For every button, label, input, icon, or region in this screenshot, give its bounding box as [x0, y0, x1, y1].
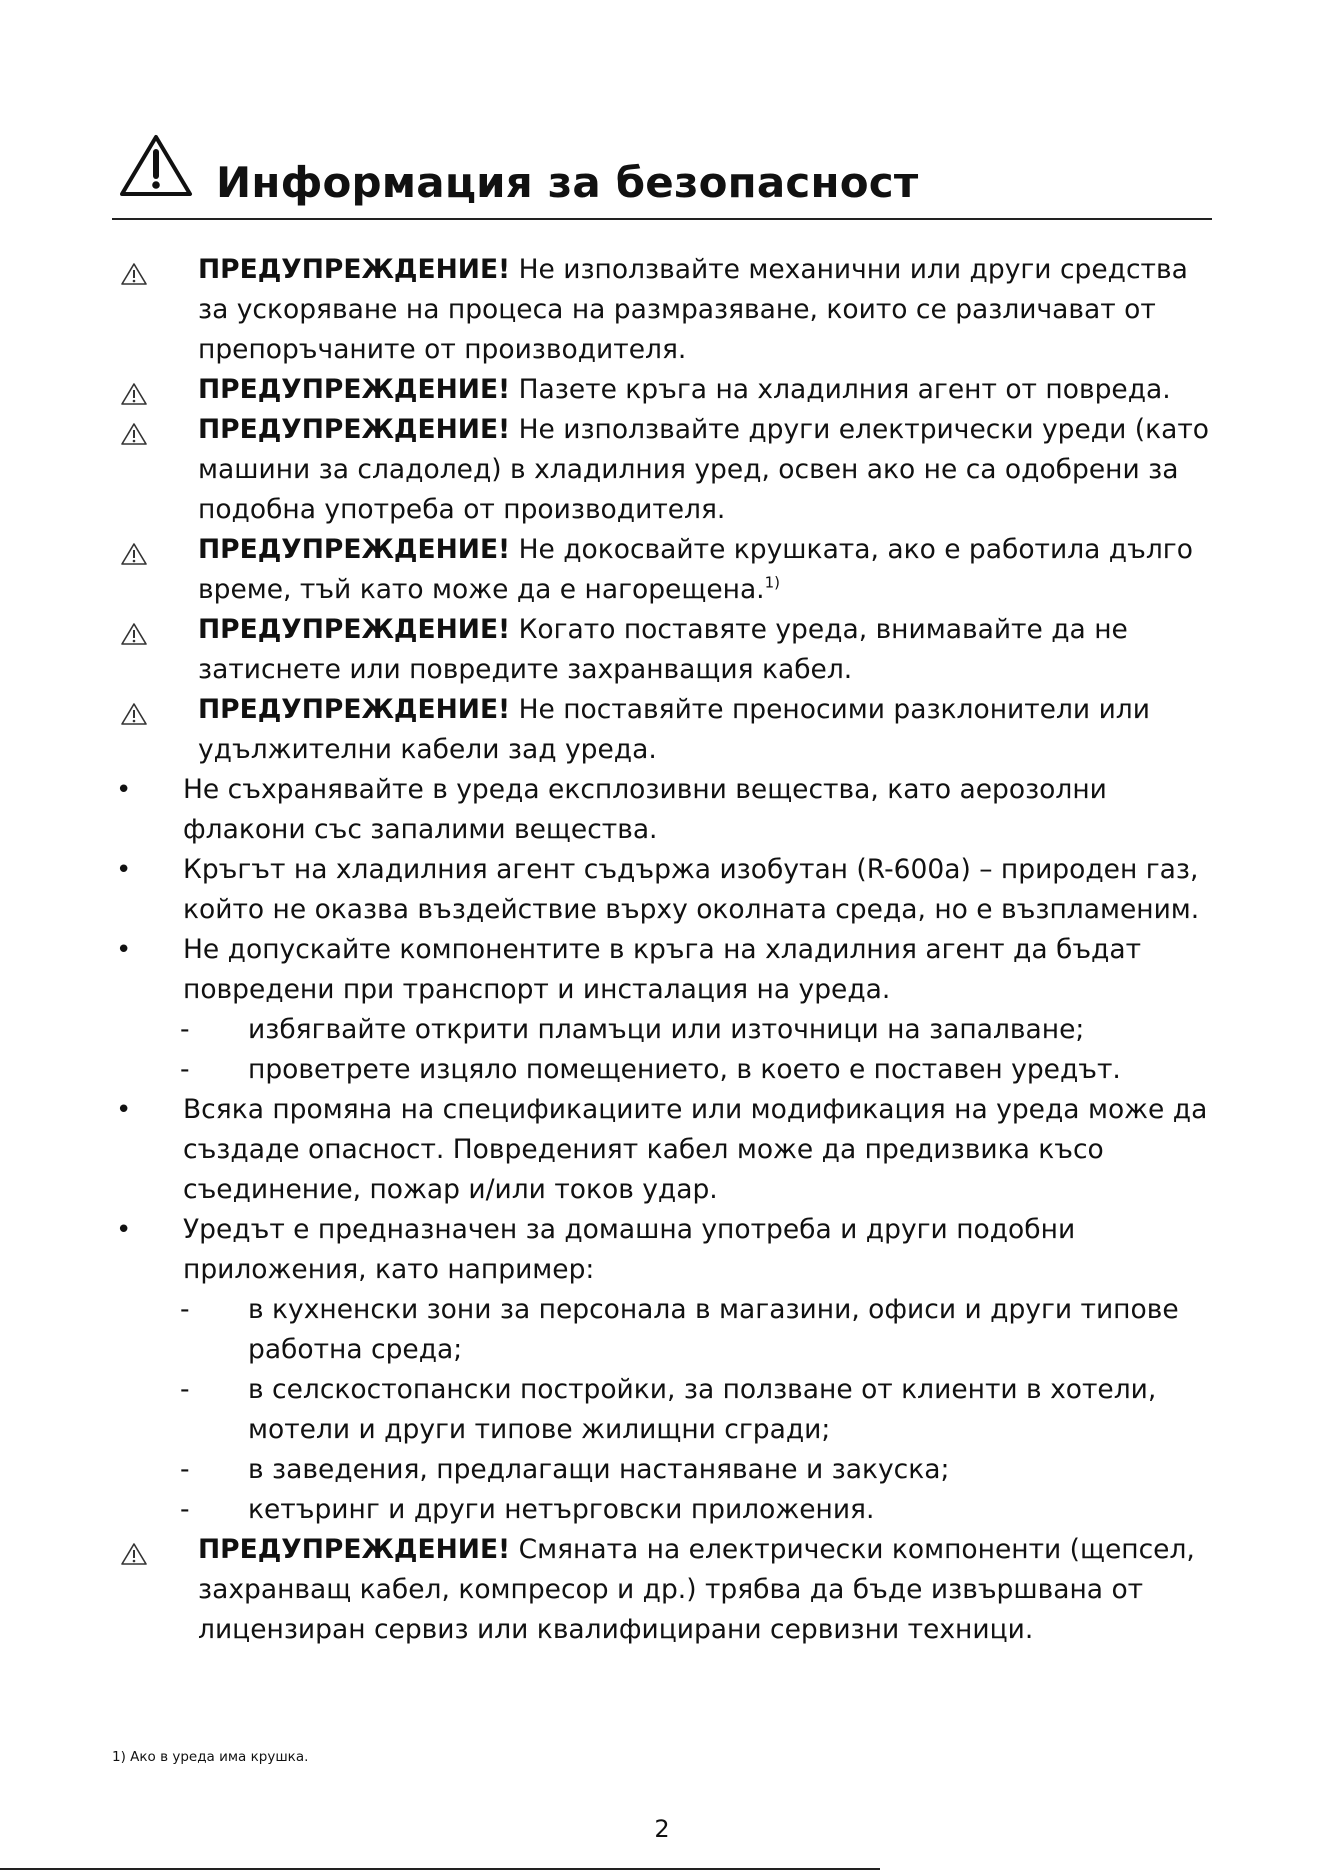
bullet-item — [112, 770, 1212, 850]
item-text: Не поставяйте преносими разклонители или удължителни кабели зад уреда. — [198, 694, 1150, 765]
bullet-item — [112, 850, 1212, 930]
item-text: избягвайте открити пламъци или източници на запалване; — [248, 1014, 1085, 1045]
warning-label: ПРЕДУПРЕЖДЕНИЕ! — [198, 1534, 511, 1565]
item-text: Не използвайте механични или други средства за ускоряване на процеса на размразяване, които се различават от препоръчаните от производителя. — [198, 254, 1188, 365]
sub-item — [112, 1010, 1212, 1050]
item-text: Не докосвайте крушката, ако е работила дълго време, тъй като може да е нагорещена. — [198, 534, 1193, 605]
footnote-ref: 1) — [764, 573, 781, 592]
warning-label: ПРЕДУПРЕЖДЕНИЕ! — [198, 694, 511, 725]
item-text: кетъринг и други нетърговски приложения. — [248, 1494, 875, 1525]
sub-item — [112, 1490, 1212, 1530]
bullet-marker: • — [116, 775, 132, 805]
warning-icon — [120, 1542, 148, 1566]
warning-item — [112, 690, 1212, 770]
bullet-marker: • — [116, 1215, 132, 1245]
warning-label: ПРЕДУПРЕЖДЕНИЕ! — [198, 614, 511, 645]
warning-item — [112, 250, 1212, 370]
item-text: Кръгът на хладилния агент съдържа изобутан (R-600a) – природен газ, който не оказва въздействие върху околната среда, но е възпламеним. — [183, 854, 1200, 925]
warning-label: ПРЕДУПРЕЖДЕНИЕ! — [198, 254, 511, 285]
warning-label: ПРЕДУПРЕЖДЕНИЕ! — [198, 414, 511, 445]
dash-marker: - — [180, 1374, 190, 1405]
item-text: Уредът е предназначен за домашна употреба и други подобни приложения, като например: — [183, 1214, 1076, 1285]
item-text: проветрете изцяло помещението, в което е поставен уредът. — [248, 1054, 1121, 1085]
bullet-marker: • — [116, 1095, 132, 1125]
bullet-item — [112, 930, 1212, 1010]
dash-marker: - — [180, 1054, 190, 1085]
warning-item — [112, 370, 1212, 410]
warning-triangle-icon — [118, 132, 194, 198]
bullet-marker: • — [116, 935, 132, 965]
page-header — [112, 128, 1212, 220]
bullet-marker: • — [116, 855, 132, 885]
dash-marker: - — [180, 1494, 190, 1525]
warning-item — [112, 410, 1212, 530]
item-text: Когато поставяте уреда, внимавайте да не затиснете или повредите захранващия кабел. — [198, 614, 1128, 685]
warning-icon — [120, 622, 148, 646]
item-text: в кухненски зони за персонала в магазини, офиси и други типове работна среда; — [248, 1294, 1179, 1365]
dash-marker: - — [180, 1014, 190, 1045]
footnote: 1) Ако в уреда има крушка. — [112, 1749, 309, 1765]
warning-icon — [120, 382, 148, 406]
item-text: Смяната на електрически компоненти (щепсел, захранващ кабел, компресор и др.) трябва да бъде извършвана от лицензиран сервиз или квалифицирани сервизни техници. — [198, 1534, 1195, 1645]
sub-item — [112, 1290, 1212, 1370]
sub-item — [112, 1370, 1212, 1450]
dash-marker: - — [180, 1294, 190, 1325]
dash-marker: - — [180, 1454, 190, 1485]
item-text: Не използвайте други електрически уреди (като машини за сладолед) в хладилния уред, освен ако не са одобрени за подобна употреба от производителя. — [198, 414, 1209, 525]
item-text: Пазете кръга на хладилния агент от повреда. — [518, 374, 1171, 405]
warning-item — [112, 1530, 1212, 1650]
page-title: Информация за безопасност — [216, 158, 919, 207]
item-text: Не допускайте компонентите в кръга на хладилния агент да бъдат повредени при транспорт и инсталация на уреда. — [183, 934, 1142, 1005]
item-text: Всяка промяна на спецификациите или модификация на уреда може да създаде опасност. Повреденият кабел може да предизвика късо съединение, пожар и/или токов удар. — [183, 1094, 1208, 1205]
safety-list — [112, 250, 1212, 1650]
page-number: 2 — [654, 1815, 670, 1843]
warning-icon — [120, 262, 148, 286]
warning-label: ПРЕДУПРЕЖДЕНИЕ! — [198, 534, 511, 565]
warning-icon — [120, 422, 148, 446]
sub-item — [112, 1450, 1212, 1490]
warning-icon — [120, 702, 148, 726]
warning-item — [112, 610, 1212, 690]
warning-item — [112, 530, 1212, 610]
item-text: Не съхранявайте в уреда експлозивни вещества, като аерозолни флакони със запалими вещества. — [183, 774, 1107, 845]
warning-label: ПРЕДУПРЕЖДЕНИЕ! — [198, 374, 511, 405]
sub-item — [112, 1050, 1212, 1090]
warning-icon — [120, 542, 148, 566]
bullet-item — [112, 1210, 1212, 1290]
item-text: в селскостопански постройки, за ползване от клиенти в хотели, мотели и други типове жилищни сгради; — [248, 1374, 1157, 1445]
bullet-item — [112, 1090, 1212, 1210]
bottom-rule — [0, 1868, 880, 1870]
item-text: в заведения, предлагащи настаняване и закуска; — [248, 1454, 950, 1485]
